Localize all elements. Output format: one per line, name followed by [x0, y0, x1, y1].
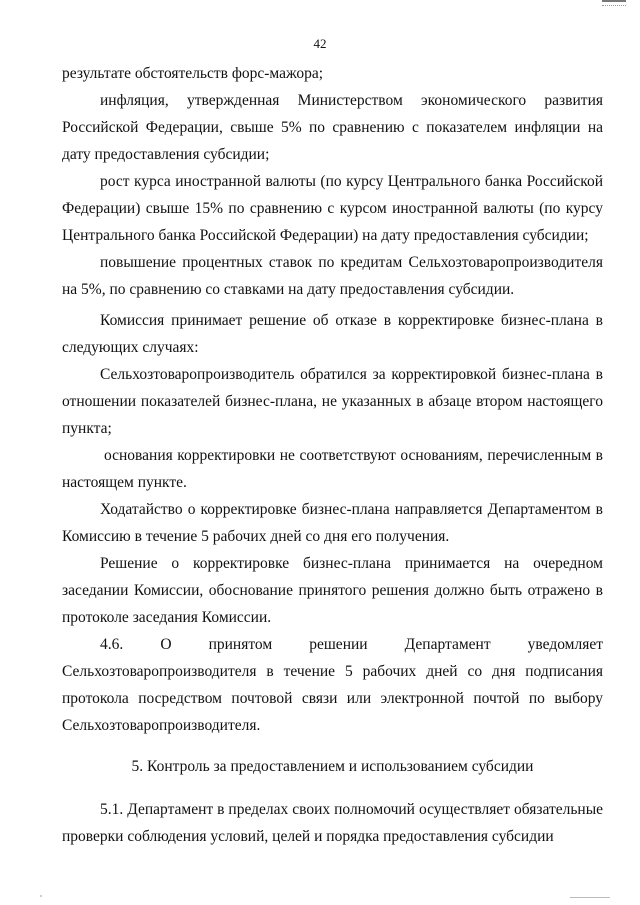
paragraph-refusal-cases: Комиссия принимает решение об отказе в корректировке бизнес-плана в следующих случаях: — [62, 312, 603, 356]
paragraph-petition: Ходатайство о корректировке бизнес-плана направляется Департаментом в Комиссию в течение 5 рабочих дней со дня его получения. — [62, 501, 603, 545]
paragraph-decision: Решение о корректировке бизнес-плана принимается на очередном заседании Комиссии, обоснование принятого решения должно быть отражено в протоколе заседания Комиссии. — [62, 555, 603, 626]
paragraph-currency-rate: рост курса иностранной валюты (по курсу Центрального банка Российской Федерации) свыше 15% по сравнению с курсом иностранной валюты (по курсу Центрального банка Российской Федерации) на дату предоставления субсидии; — [62, 173, 603, 244]
paragraph-5-1: 5.1. Департамент в пределах своих полномочий осуществляет обязательные проверки соблюдения условий, целей и порядка предоставления субсидии — [62, 801, 603, 845]
document-body — [62, 60, 603, 850]
paragraph-producer-request: Сельхозтоваропроизводитель обратился за корректировкой бизнес-плана в отношении показателей бизнес-плана, не указанных в абзаце втором настоящего пункта; — [62, 366, 603, 437]
scan-artifact-dot — [40, 895, 42, 897]
page-number: 42 — [313, 36, 327, 51]
scan-artifact — [602, 0, 626, 6]
paragraph-inflation: инфляция, утвержденная Министерством экономического развития Российской Федерации, свыше 5% по сравнению с показателем инфляции на дату предоставления субсидии; — [62, 92, 603, 163]
scan-artifact-bottom — [570, 897, 610, 899]
paragraph-interest-rates: повышение процентных ставок по кредитам Сельхозтоваропроизводителя на 5%, по сравнению со ставками на дату предоставления субсидии. — [62, 254, 603, 298]
paragraph-force-majeure: результате обстоятельств форс-мажора; — [62, 65, 324, 82]
section-heading: 5. Контроль за предоставлением и использованием субсидии — [131, 758, 534, 775]
paragraph-4-6: 4.6. О принятом решении Департамент уведомляет Сельхозтоваропроизводителя в течение 5 рабочих дней со дня подписания протокола посредством почтовой связи или электронной почтой по выбору Сельхозтоваропроизводителя. — [62, 636, 603, 734]
paragraph-grounds-mismatch: основания корректировки не соответствуют основаниям, перечисленным в настоящем пункте. — [62, 447, 603, 491]
